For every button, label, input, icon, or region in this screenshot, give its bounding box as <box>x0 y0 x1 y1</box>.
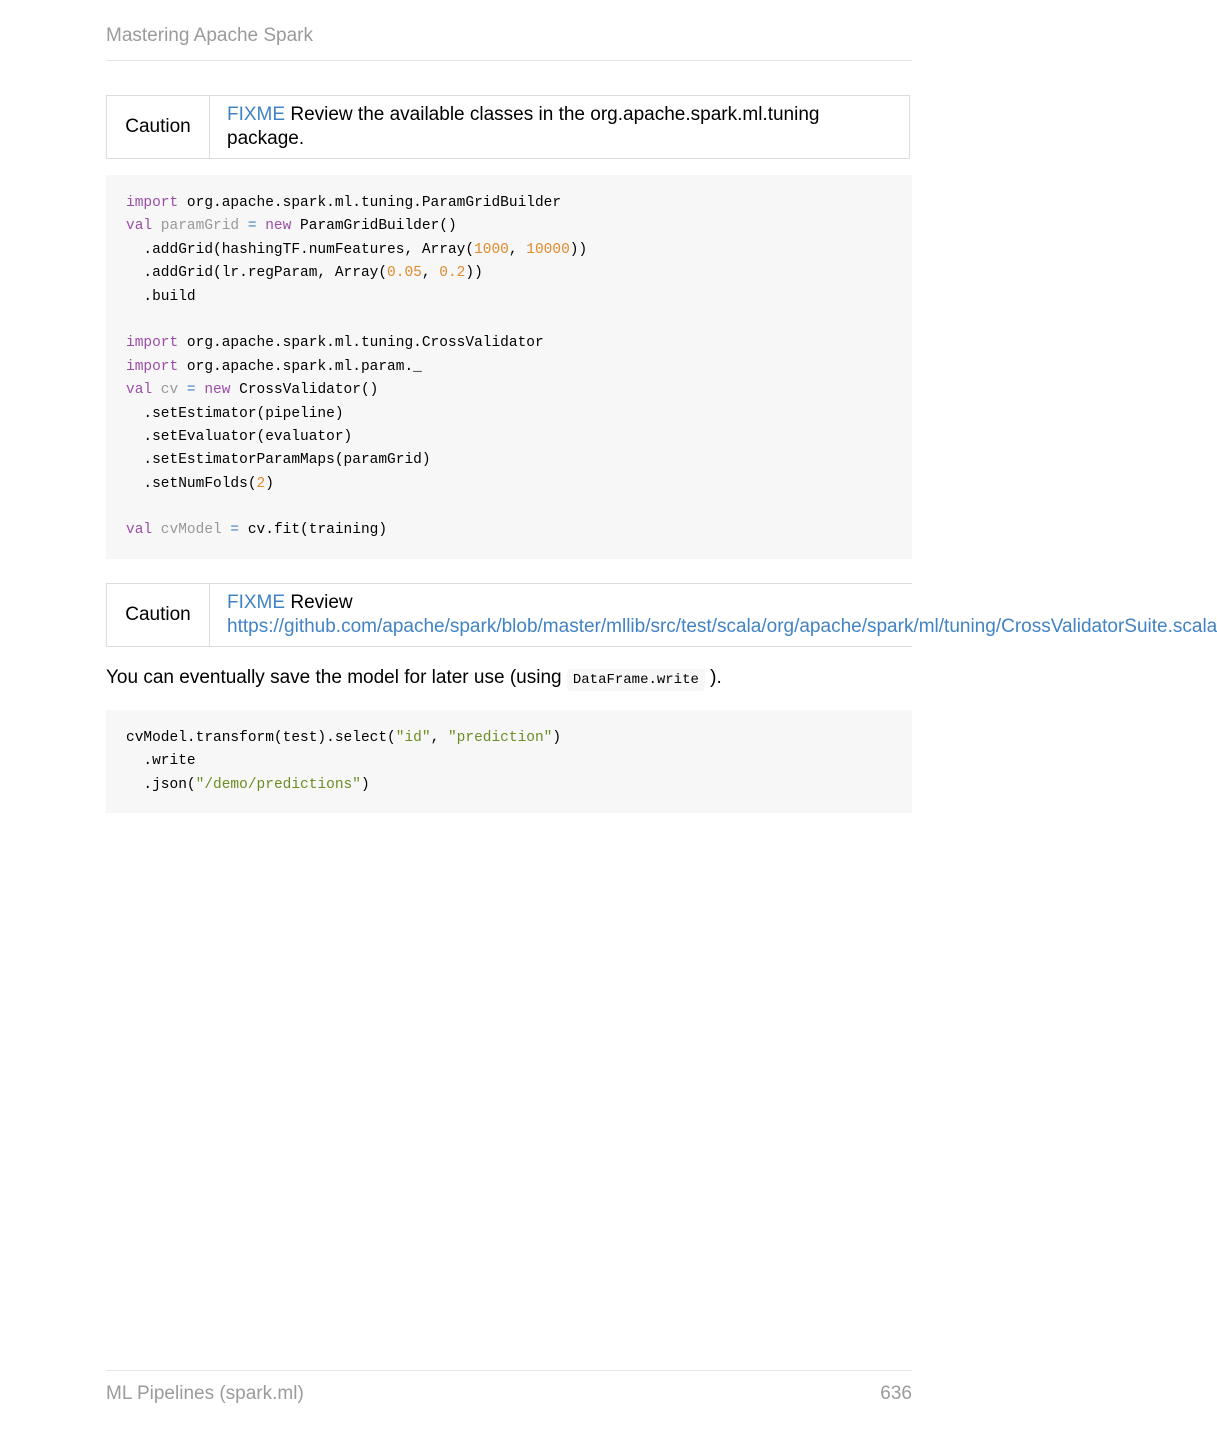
page-number: 636 <box>880 1383 912 1404</box>
code-text: ) <box>265 475 274 492</box>
code-text: cv.fit(training) <box>239 522 388 539</box>
caution-text: Review the available classes in the org.apache.spark.ml.tuning package. <box>227 104 820 149</box>
code-text: .setNumFolds( <box>126 475 257 492</box>
code-line: .build <box>126 288 196 305</box>
caution-text: Review <box>285 592 353 613</box>
variable: paramGrid <box>152 218 240 235</box>
code-line <box>126 356 892 379</box>
paragraph-text: You can eventually save the model for later use (using <box>106 667 567 688</box>
keyword: val <box>126 522 153 539</box>
footer-chapter: ML Pipelines (spark.ml) <box>106 1383 304 1404</box>
number: 1000 <box>474 241 509 258</box>
code-text: org.apache.spark.ml.param._ <box>178 358 422 375</box>
caution-body <box>210 584 1217 646</box>
keyword: import <box>126 335 179 352</box>
code-line <box>126 774 892 797</box>
code-text: , <box>508 241 527 258</box>
code-line <box>126 519 892 542</box>
code-text: )) <box>569 241 588 258</box>
code-line <box>126 332 892 355</box>
caution-box-1 <box>106 95 910 159</box>
github-url-link[interactable]: https://github.com/apache/spark/blob/master/mllib/src/test/scala/org/apache/spark/ml/tuning/CrossValidatorSuite.scala <box>227 616 1217 637</box>
code-text: org.apache.spark.ml.tuning.ParamGridBuilder <box>178 195 562 211</box>
code-text: cvModel.transform(test).select( <box>126 730 396 746</box>
number: 2 <box>256 475 266 492</box>
code-line: .write <box>126 753 196 770</box>
code-text: ) <box>360 776 370 793</box>
keyword: import <box>126 358 179 375</box>
code-text: .json( <box>126 776 196 793</box>
code-text: ParamGridBuilder() <box>291 218 457 235</box>
keyword: import <box>126 195 179 211</box>
code-line: .setEstimatorParamMaps(paramGrid) <box>126 452 431 469</box>
operator: = <box>221 522 240 539</box>
code-line <box>126 473 892 496</box>
keyword: new <box>256 218 292 235</box>
code-line <box>126 379 892 402</box>
string: "/demo/predictions" <box>195 776 361 793</box>
code-line: .setEstimator(pipeline) <box>126 405 344 422</box>
operator: = <box>178 382 196 399</box>
keyword: val <box>126 382 153 399</box>
code-text: org.apache.spark.ml.tuning.CrossValidator <box>178 335 544 352</box>
code-line <box>126 215 892 238</box>
running-header: Mastering Apache Spark <box>106 25 314 46</box>
string: "id" <box>395 730 431 746</box>
variable: cv <box>152 382 179 399</box>
fixme-link[interactable]: FIXME <box>227 104 286 125</box>
body-paragraph <box>106 666 912 692</box>
keyword: val <box>126 218 153 235</box>
code-text: .addGrid(lr.regParam, Array( <box>126 265 388 282</box>
code-block-2 <box>106 710 912 813</box>
code-line: .setEvaluator(evaluator) <box>126 428 353 445</box>
code-text: .addGrid(hashingTF.numFeatures, Array( <box>126 241 475 258</box>
header-divider <box>106 60 912 61</box>
caution-label: Caution <box>107 584 210 646</box>
caution-label: Caution <box>107 96 210 158</box>
caution-body <box>210 96 909 158</box>
code-line <box>126 192 892 215</box>
code-blank-line <box>126 309 892 332</box>
paragraph-text: ). <box>704 667 722 688</box>
string: "prediction" <box>447 730 553 746</box>
code-text: )) <box>465 265 483 282</box>
code-block-1 <box>106 175 912 559</box>
fixme-link[interactable]: FIXME <box>227 592 286 613</box>
variable: cvModel <box>152 522 222 539</box>
operator: = <box>239 218 257 235</box>
keyword: new <box>195 382 231 399</box>
inline-code: DataFrame.write <box>567 669 705 691</box>
number: 0.05 <box>387 265 422 282</box>
code-line <box>126 239 892 262</box>
code-text: , <box>421 265 440 282</box>
footer-divider <box>106 1370 912 1371</box>
code-line <box>126 727 892 750</box>
number: 10000 <box>526 241 570 258</box>
code-text: ) <box>552 730 562 746</box>
code-blank-line <box>126 496 892 519</box>
code-line <box>126 262 892 285</box>
number: 0.2 <box>439 265 466 282</box>
code-text: , <box>430 730 448 746</box>
code-text: CrossValidator() <box>230 382 379 399</box>
caution-box-2 <box>106 583 1217 647</box>
